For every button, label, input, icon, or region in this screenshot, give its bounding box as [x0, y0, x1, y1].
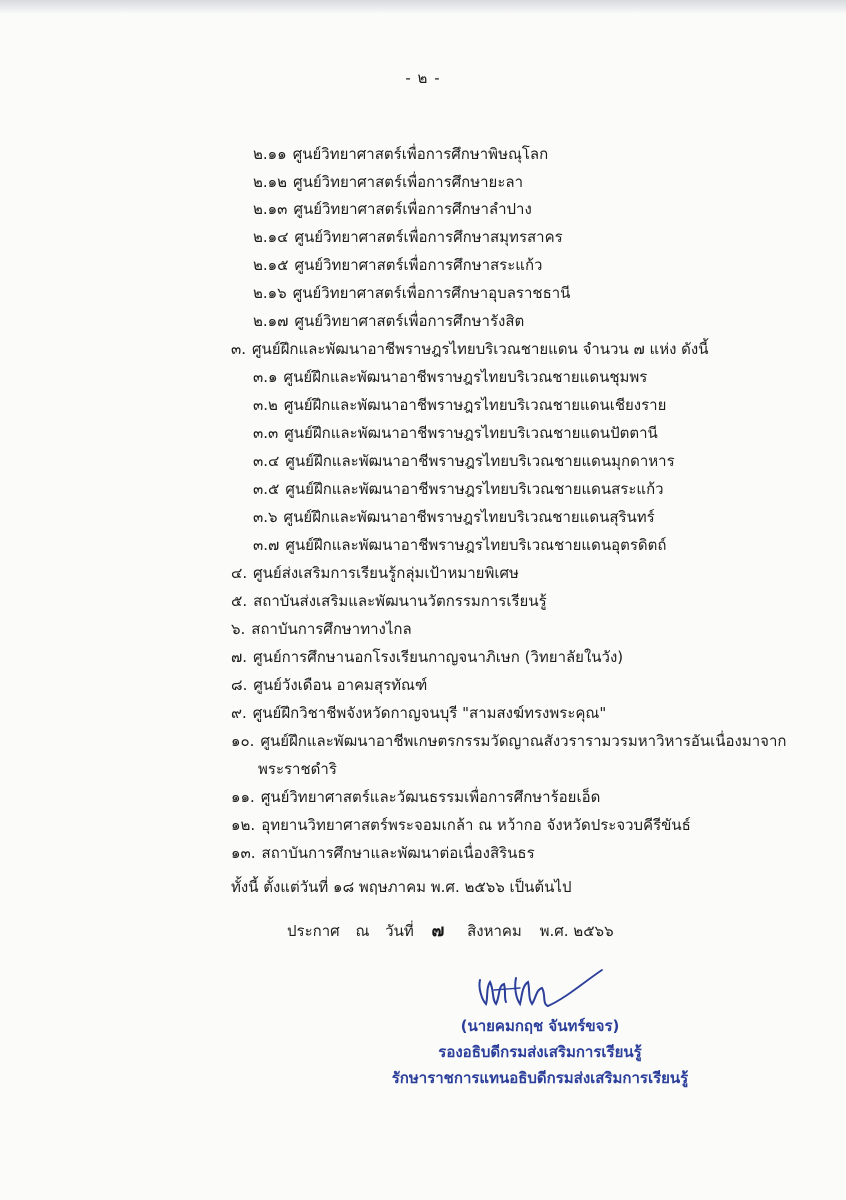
- signer-acting-position: รักษาราชการแทนอธิบดีกรมส่งเสริมการเรียนรู้: [391, 1069, 689, 1087]
- list-item: ๒.๑๑ ศูนย์วิทยาศาสตร์เพื่อการศึกษาพิษณุโลก: [253, 145, 549, 163]
- list-item: ๓.๓ ศูนย์ฝึกและพัฒนาอาชีพราษฎรไทยบริเวณชายแดนปัตตานี: [253, 424, 658, 442]
- list-item: ๒.๑๓ ศูนย์วิทยาศาสตร์เพื่อการศึกษาลำปาง: [253, 200, 532, 218]
- scan-edge-shadow: [0, 0, 846, 14]
- list-item: ๓.๒ ศูนย์ฝึกและพัฒนาอาชีพราษฎรไทยบริเวณชายแดนเชียงราย: [253, 396, 667, 414]
- list-item: ๓.๖ ศูนย์ฝึกและพัฒนาอาชีพราษฎรไทยบริเวณชายแดนสุรินทร์: [253, 508, 655, 526]
- list-item: ๙. ศูนย์ฝึกวิชาชีพจังหวัดกาญจนบุรี "สามสงฆ์ทรงพระคุณ": [231, 704, 607, 722]
- list-item: ๑๑. ศูนย์วิทยาศาสตร์และวัฒนธรรมเพื่อการศึกษาร้อยเอ็ด: [231, 788, 601, 806]
- list-item: ๓.๕ ศูนย์ฝึกและพัฒนาอาชีพราษฎรไทยบริเวณชายแดนสระแก้ว: [253, 480, 664, 498]
- announce-day: ๗: [431, 921, 445, 941]
- list-item: ๒.๑๗ ศูนย์วิทยาศาสตร์เพื่อการศึกษารังสิต: [253, 312, 525, 330]
- announce-date-word: วันที่: [385, 922, 414, 940]
- list-item: ๑๒. อุทยานวิทยาศาสตร์พระจอมเกล้า ณ หว้ากอ จังหวัดประจวบคีรีขันธ์: [231, 816, 691, 834]
- effective-date-text: ทั้งนี้ ตั้งแต่วันที่ ๑๘ พฤษภาคม พ.ศ. ๒๕๖๖ เป็นต้นไป: [231, 878, 572, 896]
- list-item-heading: ๓. ศูนย์ฝึกและพัฒนาอาชีพราษฎรไทยบริเวณชายแดน จำนวน ๗ แห่ง ดังนี้: [231, 340, 709, 358]
- list-item: ๒.๑๒ ศูนย์วิทยาศาสตร์เพื่อการศึกษายะลา: [253, 173, 524, 191]
- list-item: ๖. สถาบันการศึกษาทางไกล: [231, 620, 412, 638]
- handwritten-signature: [476, 968, 606, 1018]
- list-item: ๑๐. ศูนย์ฝึกและพัฒนาอาชีพเกษตรกรรมวัดญาณสังวรารามวรมหาวิหารอันเนื่องมาจาก: [231, 732, 787, 750]
- list-item: ๑๓. สถาบันการศึกษาและพัฒนาต่อเนื่องสิรินธร: [231, 844, 535, 862]
- list-item: ๘. ศูนย์วังเดือน อาคมสุรทัณฑ์: [231, 676, 428, 694]
- list-item: ๒.๑๖ ศูนย์วิทยาศาสตร์เพื่อการศึกษาอุบลราชธานี: [253, 284, 571, 302]
- list-item: ๕. สถาบันส่งเสริมและพัฒนานวัตกรรมการเรียนรู้: [231, 592, 547, 610]
- page-number: - ๒ -: [405, 69, 441, 87]
- signer-position: รองอธิบดีกรมส่งเสริมการเรียนรู้: [438, 1043, 642, 1061]
- list-item: ๒.๑๕ ศูนย์วิทยาศาสตร์เพื่อการศึกษาสระแก้ว: [253, 256, 543, 274]
- list-item: ๔. ศูนย์ส่งเสริมการเรียนรู้กลุ่มเป้าหมายพิเศษ: [231, 564, 519, 582]
- list-item: ๓.๔ ศูนย์ฝึกและพัฒนาอาชีพราษฎรไทยบริเวณชายแดนมุกดาหาร: [253, 452, 675, 470]
- list-item: ๒.๑๔ ศูนย์วิทยาศาสตร์เพื่อการศึกษาสมุทรสาคร: [253, 228, 563, 246]
- list-item-continuation: พระราชดำริ: [258, 760, 337, 778]
- announcement-date: [287, 921, 614, 941]
- list-item: ๓.๑ ศูนย์ฝึกและพัฒนาอาชีพราษฎรไทยบริเวณชายแดนชุมพร: [253, 368, 648, 386]
- announce-year: พ.ศ. ๒๕๖๖: [539, 922, 614, 940]
- list-item: ๗. ศูนย์การศึกษานอกโรงเรียนกาญจนาภิเษก (วิทยาลัยในวัง): [231, 648, 624, 666]
- signer-name: (นายคมกฤช จันทร์ขจร): [460, 1017, 620, 1035]
- announce-label: ประกาศ: [287, 922, 340, 940]
- announce-month: สิงหาคม: [467, 922, 522, 940]
- list-item: ๓.๗ ศูนย์ฝึกและพัฒนาอาชีพราษฎรไทยบริเวณชายแดนอุตรดิตถ์: [253, 536, 667, 554]
- announce-at: ณ: [355, 922, 370, 940]
